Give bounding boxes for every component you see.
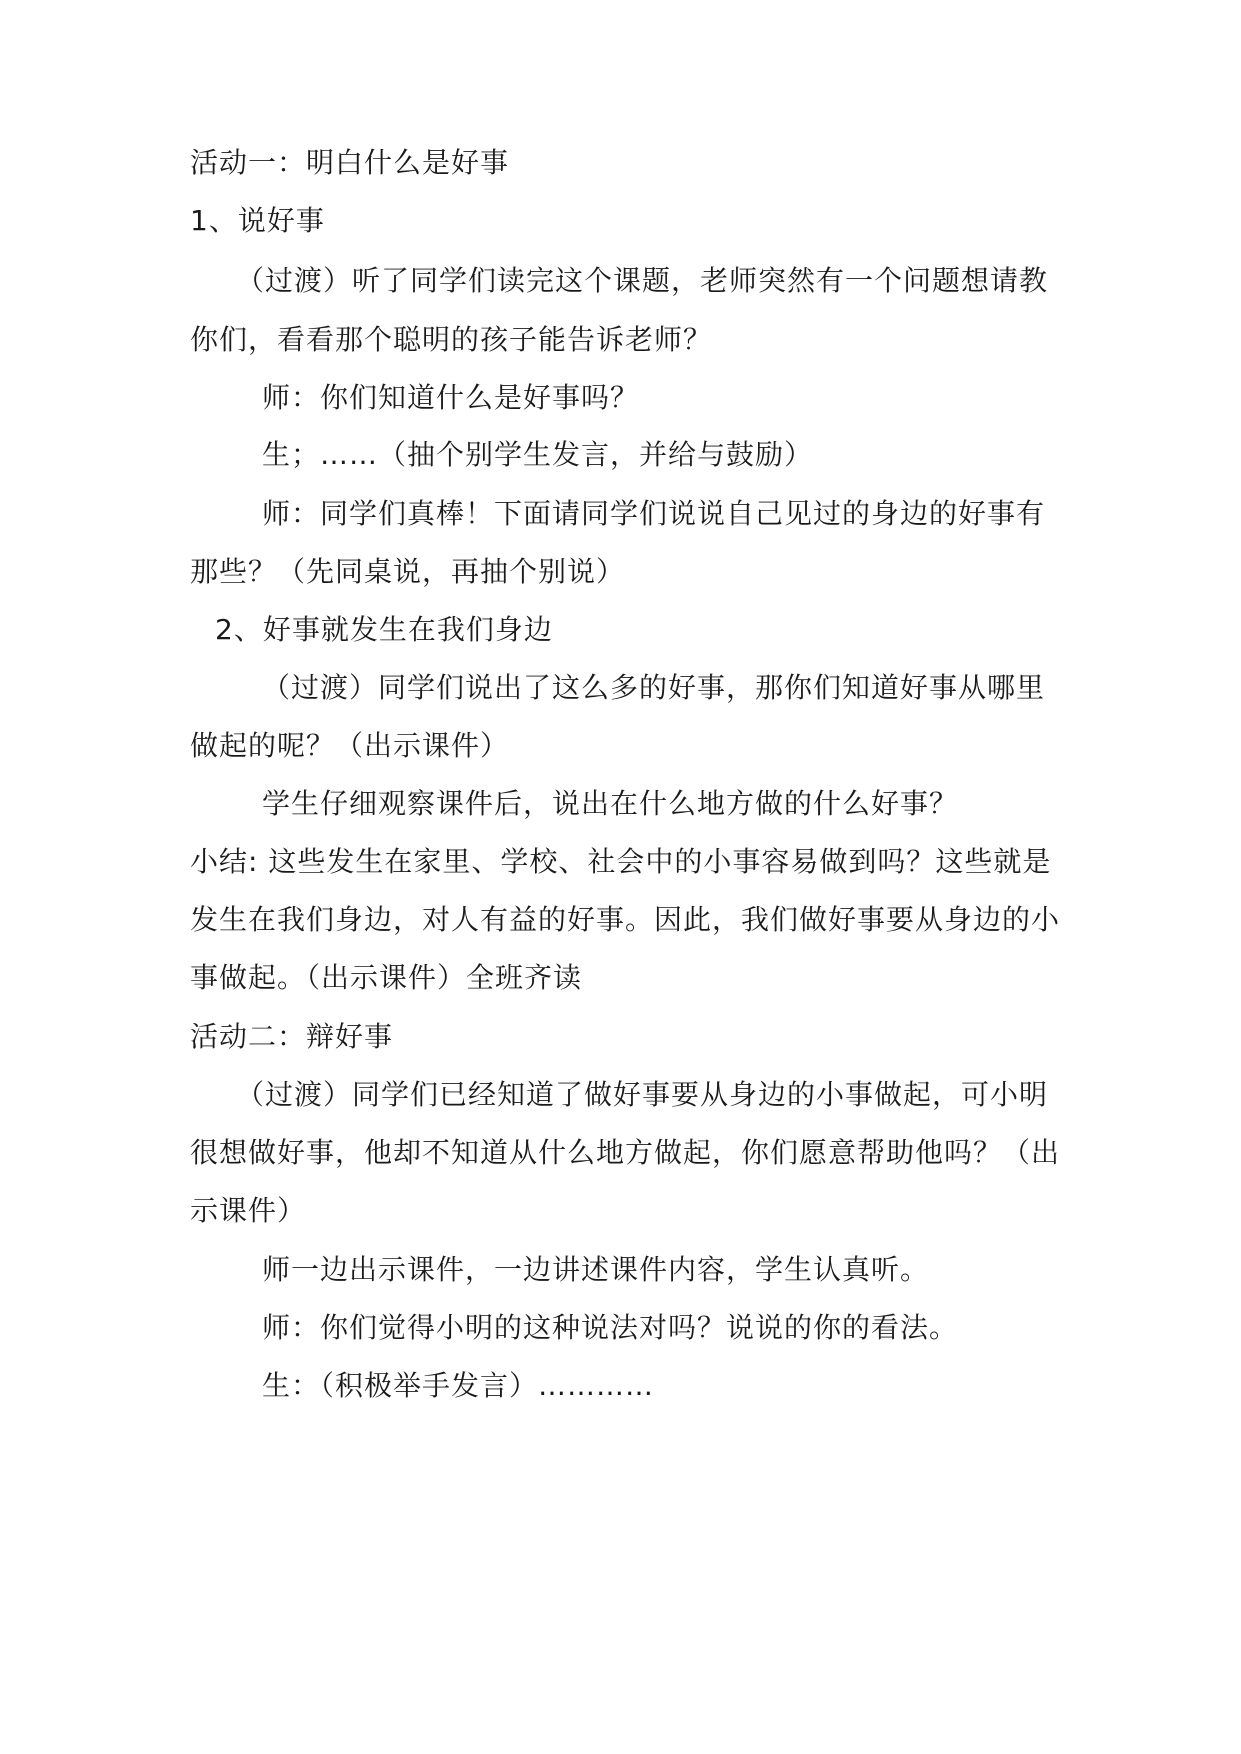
- subheading-good-deeds-around-us: 2、好事就发生在我们身边: [215, 613, 553, 646]
- heading-activity-one: 活动一：明白什么是好事: [190, 146, 510, 179]
- subheading-say-good-deeds: 1、说好事: [190, 204, 325, 237]
- teacher-presents-line: 师一边出示课件，一边讲述课件内容，学生认真听。: [262, 1253, 930, 1286]
- teacher-question-line: 师：你们知道什么是好事吗？: [262, 381, 640, 414]
- teacher-praise-line-1: 师：同学们真棒！下面请同学们说说自己见过的身边的好事有: [262, 497, 1046, 530]
- student-observe-line: 学生仔细观察课件后，说出在什么地方做的什么好事？: [262, 787, 959, 820]
- paragraph-transition-1-line-2: 你们，看看那个聪明的孩子能告诉老师？: [190, 323, 713, 356]
- summary-line-2: 发生在我们身边，对人有益的好事。因此，我们做好事要从身边的小: [190, 903, 1061, 936]
- paragraph-transition-1-line-1: （过渡）听了同学们读完这个课题，老师突然有一个问题想请教: [236, 264, 1049, 297]
- paragraph-transition-2-line-1: （过渡）同学们说出了这么多的好事，那你们知道好事从哪里: [262, 671, 1046, 704]
- paragraph-transition-2-line-2: 做起的呢？（出示课件）: [190, 729, 510, 762]
- teacher-opinion-question-line: 师：你们觉得小明的这种说法对吗？说说的你的看法。: [262, 1311, 959, 1344]
- paragraph-transition-3-line-3: 示课件）: [190, 1194, 307, 1227]
- paragraph-transition-3-line-2: 很想做好事，他却不知道从什么地方做起，你们愿意帮助他吗？（出: [190, 1136, 1061, 1169]
- heading-activity-two: 活动二：辩好事: [190, 1020, 394, 1053]
- student-active-response-line: 生：（积极举手发言）…………: [262, 1369, 655, 1402]
- summary-line-3: 事做起。（出示课件）全班齐读: [190, 961, 583, 994]
- paragraph-transition-3-line-1: （过渡）同学们已经知道了做好事要从身边的小事做起，可小明: [236, 1078, 1049, 1111]
- summary-line-1: 小结: 这些发生在家里、学校、社会中的小事容易做到吗？这些就是: [190, 845, 1052, 878]
- student-response-line: 生；……（抽个别学生发言，并给与鼓励）: [262, 438, 814, 471]
- teacher-praise-line-2: 那些？（先同桌说，再抽个别说）: [190, 555, 626, 588]
